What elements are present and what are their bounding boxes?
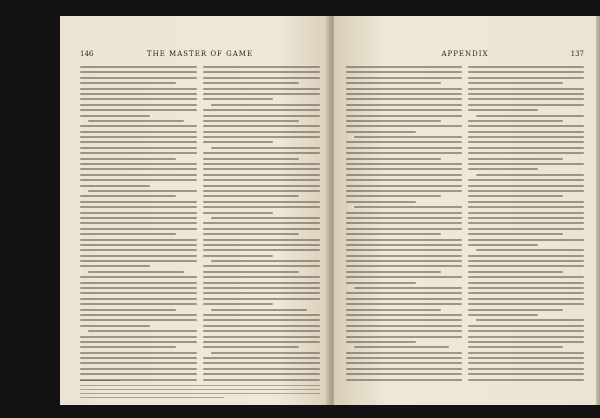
text-line (468, 309, 563, 311)
text-line (346, 239, 462, 241)
text-line (80, 249, 197, 251)
text-line (80, 325, 150, 327)
text-line (203, 125, 320, 127)
text-line (468, 66, 584, 68)
text-line (346, 88, 462, 90)
text-line (80, 104, 197, 106)
text-line (468, 346, 563, 348)
text-line (346, 201, 416, 203)
text-line (80, 222, 197, 224)
text-line (468, 357, 584, 359)
text-line (346, 373, 462, 375)
text-line (476, 174, 584, 176)
left-footnote (80, 380, 320, 401)
text-line (468, 98, 584, 100)
text-line (203, 195, 299, 197)
right-text-columns (346, 66, 584, 388)
text-line (468, 147, 584, 149)
text-line (468, 109, 538, 111)
text-line (80, 147, 197, 149)
text-line (468, 212, 584, 214)
text-line (468, 368, 584, 370)
text-line (346, 217, 462, 219)
text-line (468, 152, 584, 154)
text-line (80, 260, 197, 262)
text-line (80, 357, 197, 359)
text-line (80, 239, 197, 241)
text-line (468, 190, 584, 192)
text-line (203, 141, 273, 143)
text-line (80, 66, 197, 68)
text-line (346, 93, 462, 95)
text-line (468, 141, 584, 143)
text-line (80, 136, 197, 138)
text-line (203, 136, 320, 138)
text-line (476, 115, 584, 117)
text-line (80, 163, 197, 165)
text-line (346, 330, 462, 332)
text-line (203, 298, 320, 300)
text-line (203, 212, 273, 214)
text-line (203, 131, 320, 133)
text-line (203, 336, 320, 338)
text-line (346, 115, 462, 117)
text-line (468, 336, 584, 338)
left-page-number: 146 (80, 50, 94, 58)
text-line (203, 82, 299, 84)
text-line (211, 217, 320, 219)
text-line (80, 93, 197, 95)
text-line (203, 373, 320, 375)
text-line (203, 71, 320, 73)
footnote-line (80, 385, 320, 386)
text-line (346, 260, 462, 262)
text-line (203, 77, 320, 79)
text-line (203, 163, 320, 165)
text-line (80, 212, 197, 214)
right-column-1 (346, 66, 462, 388)
text-line (468, 287, 584, 289)
text-line (346, 336, 462, 338)
text-line (468, 120, 563, 122)
text-line (203, 185, 320, 187)
text-line (346, 147, 462, 149)
text-line (203, 179, 320, 181)
text-line (203, 292, 320, 294)
text-line (468, 82, 563, 84)
left-column-2 (203, 66, 320, 388)
text-line (354, 136, 462, 138)
text-line (211, 104, 320, 106)
text-line (346, 357, 462, 359)
footnote-line (80, 389, 320, 390)
text-line (203, 276, 320, 278)
text-line (468, 179, 584, 181)
text-line (346, 131, 416, 133)
text-line (203, 362, 320, 364)
text-line (80, 185, 150, 187)
left-text-columns (80, 66, 320, 388)
text-line (80, 195, 176, 197)
text-line (203, 271, 299, 273)
text-line (203, 244, 320, 246)
text-line (468, 158, 563, 160)
text-line (468, 233, 563, 235)
text-line (346, 292, 462, 294)
text-line (80, 244, 197, 246)
page-edge (596, 16, 600, 405)
text-line (203, 368, 320, 370)
text-line (80, 115, 150, 117)
text-line (80, 158, 176, 160)
text-line (346, 325, 462, 327)
text-line (80, 282, 197, 284)
text-line (80, 179, 197, 181)
right-running-title: APPENDIX (441, 50, 489, 58)
text-line (468, 292, 584, 294)
text-line (80, 287, 197, 289)
text-line (346, 104, 462, 106)
text-line (346, 282, 416, 284)
text-line (80, 141, 197, 143)
text-line (211, 352, 320, 354)
right-page-number: 137 (570, 50, 584, 58)
text-line (80, 206, 197, 208)
text-line (80, 168, 197, 170)
text-line (80, 298, 197, 300)
text-line (468, 185, 584, 187)
text-line (468, 362, 584, 364)
text-line (80, 346, 176, 348)
text-line (468, 325, 584, 327)
text-line (346, 249, 462, 251)
text-line (80, 255, 197, 257)
text-line (203, 66, 320, 68)
text-line (203, 93, 320, 95)
text-line (468, 330, 584, 332)
text-line (80, 368, 197, 370)
text-line (80, 82, 176, 84)
text-line (468, 260, 584, 262)
text-line (203, 330, 320, 332)
text-line (346, 98, 462, 100)
text-line (88, 330, 197, 332)
left-running-title: THE MASTER OF GAME (146, 50, 254, 58)
text-line (80, 201, 197, 203)
text-line (468, 217, 584, 219)
text-line (346, 174, 462, 176)
right-page (334, 16, 600, 405)
text-line (468, 195, 563, 197)
text-line (468, 341, 584, 343)
text-line (80, 233, 176, 235)
text-line (80, 174, 197, 176)
text-line (80, 131, 197, 133)
text-line (468, 168, 538, 170)
text-line (203, 341, 320, 343)
text-line (80, 336, 197, 338)
text-line (80, 217, 197, 219)
text-line (468, 276, 584, 278)
text-line (468, 201, 584, 203)
text-line (468, 125, 584, 127)
text-line (346, 276, 462, 278)
text-line (80, 309, 176, 311)
text-line (80, 341, 197, 343)
left-page (60, 16, 330, 405)
text-line (80, 314, 197, 316)
text-line (346, 265, 462, 267)
text-line (354, 287, 462, 289)
text-line (80, 362, 197, 364)
text-line (346, 362, 462, 364)
footnote-line (80, 393, 320, 394)
text-line (203, 303, 273, 305)
text-line (80, 265, 150, 267)
text-line (203, 168, 320, 170)
text-line (203, 239, 320, 241)
text-line (468, 314, 538, 316)
text-line (346, 152, 462, 154)
text-line (80, 152, 197, 154)
text-line (203, 222, 320, 224)
text-line (346, 179, 462, 181)
text-line (346, 222, 462, 224)
text-line (211, 309, 307, 311)
text-line (468, 239, 584, 241)
text-line (346, 255, 462, 257)
text-line (346, 298, 462, 300)
text-line (346, 66, 462, 68)
text-line (88, 271, 184, 273)
text-line (346, 109, 462, 111)
footnote-line (80, 397, 224, 398)
text-line (203, 228, 320, 230)
text-line (203, 206, 320, 208)
text-line (80, 228, 197, 230)
text-line (88, 190, 197, 192)
text-line (468, 255, 584, 257)
text-line (346, 163, 462, 165)
text-line (203, 109, 320, 111)
text-line (346, 125, 462, 127)
open-book (60, 16, 600, 405)
text-line (80, 292, 197, 294)
text-line (346, 379, 462, 381)
text-line (346, 212, 462, 214)
text-line (203, 287, 320, 289)
text-line (203, 152, 320, 154)
text-line (346, 190, 462, 192)
text-line (346, 228, 462, 230)
text-line (468, 71, 584, 73)
text-line (468, 303, 584, 305)
text-line (468, 93, 584, 95)
text-line (346, 352, 462, 354)
text-line (468, 136, 584, 138)
text-line (346, 71, 462, 73)
text-line (203, 190, 320, 192)
text-line (468, 77, 584, 79)
text-line (346, 233, 441, 235)
text-line (468, 104, 584, 106)
right-column-2 (468, 66, 584, 388)
left-column-1 (80, 66, 197, 388)
text-line (203, 98, 273, 100)
text-line (80, 125, 197, 127)
text-line (88, 120, 184, 122)
text-line (346, 185, 462, 187)
text-line (211, 260, 320, 262)
text-line (476, 249, 584, 251)
text-line (468, 373, 584, 375)
text-line (468, 222, 584, 224)
text-line (203, 325, 320, 327)
text-line (203, 88, 320, 90)
text-line (468, 282, 584, 284)
text-line (203, 314, 320, 316)
text-line (80, 98, 197, 100)
text-line (346, 303, 462, 305)
text-line (468, 88, 584, 90)
text-line (468, 271, 563, 273)
text-line (346, 314, 462, 316)
text-line (203, 282, 320, 284)
text-line (468, 352, 584, 354)
text-line (354, 346, 449, 348)
text-line (468, 163, 584, 165)
text-line (80, 319, 197, 321)
text-line (80, 77, 197, 79)
right-running-head (346, 49, 584, 59)
text-line (346, 141, 462, 143)
left-running-head (80, 49, 320, 59)
text-line (468, 131, 584, 133)
text-line (354, 206, 462, 208)
text-line (203, 357, 320, 359)
text-line (80, 303, 197, 305)
text-line (346, 319, 462, 321)
text-line (203, 346, 299, 348)
text-line (203, 174, 320, 176)
text-line (346, 82, 441, 84)
text-line (346, 120, 441, 122)
text-line (346, 195, 441, 197)
text-line (346, 271, 441, 273)
text-line (203, 255, 273, 257)
text-line (203, 319, 320, 321)
text-line (203, 249, 320, 251)
text-line (476, 319, 584, 321)
text-line (203, 120, 299, 122)
text-line (203, 201, 320, 203)
footnote-rule (80, 380, 120, 381)
text-line (346, 309, 441, 311)
text-line (346, 368, 462, 370)
text-line (203, 265, 320, 267)
text-line (203, 115, 320, 117)
text-line (346, 158, 441, 160)
text-line (80, 109, 197, 111)
text-line (346, 77, 462, 79)
text-line (80, 373, 197, 375)
text-line (80, 276, 197, 278)
text-line (211, 147, 320, 149)
text-line (468, 379, 584, 381)
text-line (468, 228, 584, 230)
text-line (468, 244, 538, 246)
text-line (80, 352, 197, 354)
text-line (346, 168, 462, 170)
text-line (80, 71, 197, 73)
text-line (468, 298, 584, 300)
text-line (203, 233, 299, 235)
text-line (203, 158, 299, 160)
text-line (80, 88, 197, 90)
text-line (468, 265, 584, 267)
text-line (346, 341, 416, 343)
text-line (346, 244, 462, 246)
text-line (468, 206, 584, 208)
